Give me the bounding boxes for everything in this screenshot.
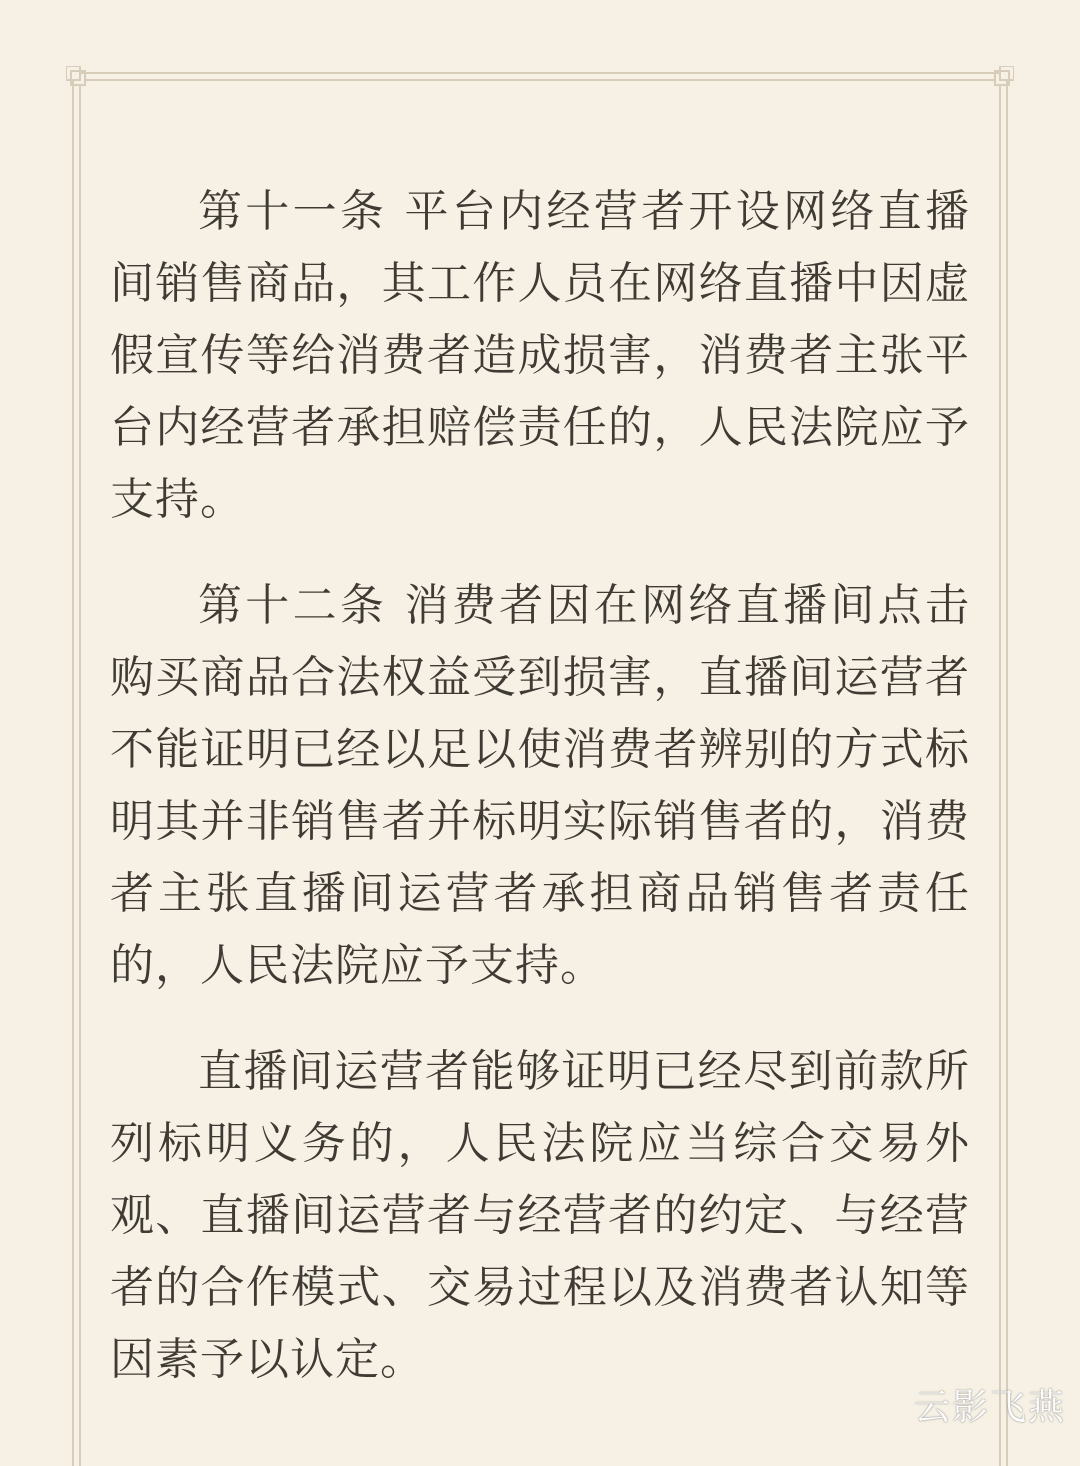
watermark-text: 云影飞燕 xyxy=(913,1387,1066,1428)
paragraph-article-12-clause-2: 直播间运营者能够证明已经尽到前款所列标明义务的，人民法院应当综合交易外观、直播间运营者与经营者的约定、与经营者的合作模式、交易过程以及消费者认知等因素予以认定。 xyxy=(110,1046,970,1385)
paragraph-article-11: 第十一条 平台内经营者开设网络直播间销售商品，其工作人员在网络直播中因虚假宣传等给消费者造成损害，消费者主张平台内经营者承担赔偿责任的，人民法院应予支持。 xyxy=(110,186,970,525)
article-body xyxy=(110,176,970,1430)
paragraph-article-12: 第十二条 消费者因在网络直播间点击购买商品合法权益受到损害，直播间运营者不能证明已经以足以使消费者辨别的方式标明其并非销售者并标明实际销售者的，消费者主张直播间运营者承担商品销售者责任的，人民法院应予支持。 xyxy=(110,580,970,991)
